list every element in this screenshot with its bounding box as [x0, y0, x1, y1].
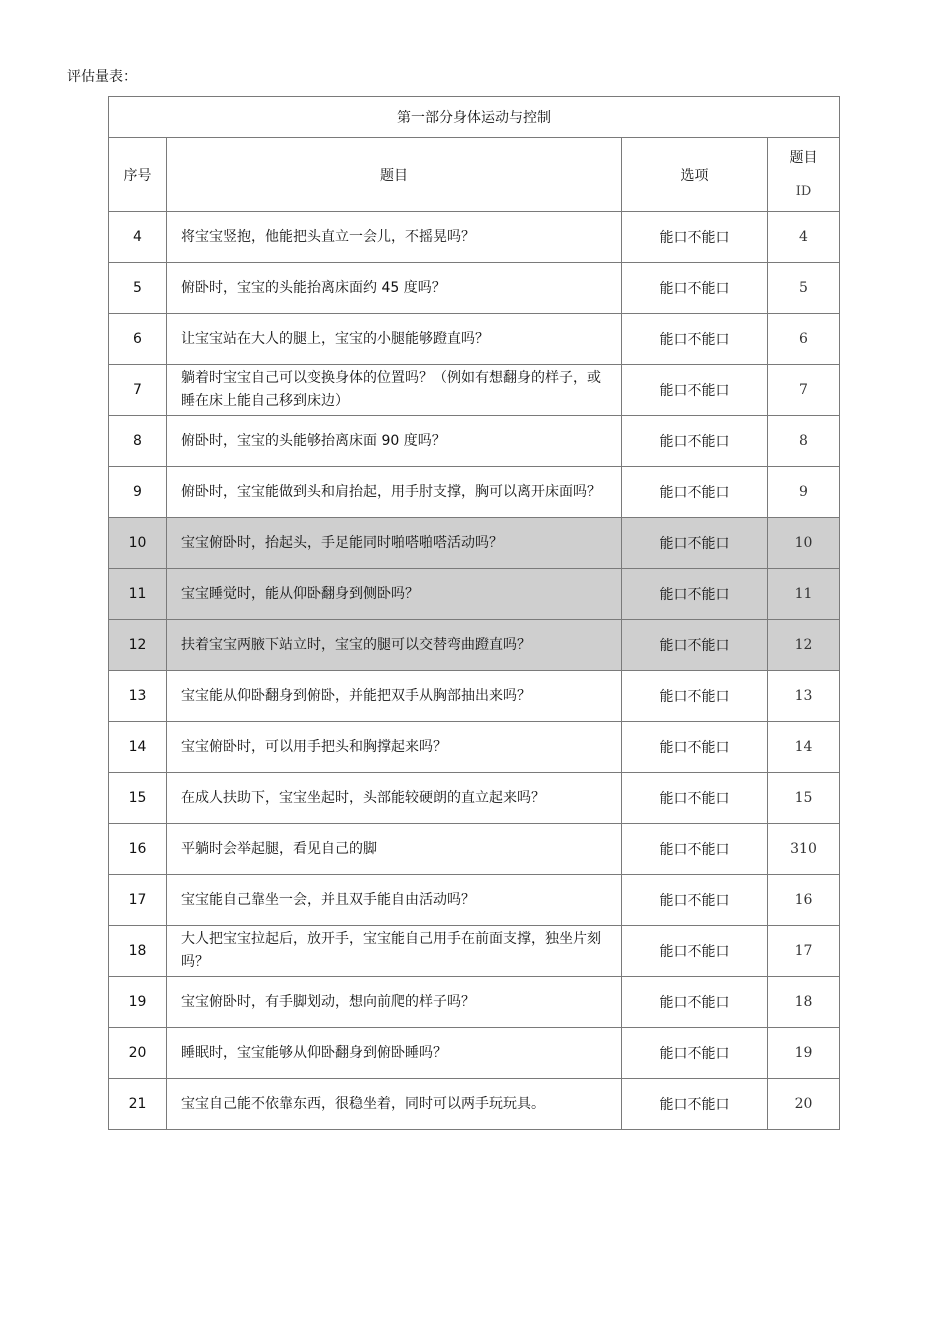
table-row [109, 416, 840, 467]
row-option: 能口不能口 [622, 314, 768, 365]
header-id [768, 138, 840, 212]
row-question: 俯卧时，宝宝能做到头和肩抬起，用手肘支撑，胸可以离开床面吗？ [167, 467, 622, 518]
table-row [109, 620, 840, 671]
row-question: 平躺时会举起腿，看见自己的脚 [167, 824, 622, 875]
row-question: 宝宝俯卧时，抬起头，手足能同时啪嗒啪嗒活动吗？ [167, 518, 622, 569]
row-id: 9 [768, 467, 840, 518]
header-id-line2: ID [795, 183, 812, 199]
row-question: 俯卧时，宝宝的头能够抬离床面 90 度吗？ [167, 416, 622, 467]
row-number: 9 [109, 467, 167, 518]
row-option: 能口不能口 [622, 977, 768, 1028]
table-row [109, 467, 840, 518]
row-question: 在成人扶助下，宝宝坐起时，头部能较硬朗的直立起来吗？ [167, 773, 622, 824]
row-option: 能口不能口 [622, 212, 768, 263]
row-number: 21 [109, 1079, 167, 1130]
row-question: 俯卧时，宝宝的头能抬离床面约 45 度吗？ [167, 263, 622, 314]
row-question: 宝宝俯卧时，有手脚划动，想向前爬的样子吗？ [167, 977, 622, 1028]
row-number: 5 [109, 263, 167, 314]
row-id: 18 [768, 977, 840, 1028]
table-row [109, 977, 840, 1028]
row-option: 能口不能口 [622, 620, 768, 671]
table-row [109, 518, 840, 569]
row-id: 15 [768, 773, 840, 824]
row-number: 12 [109, 620, 167, 671]
row-question: 大人把宝宝拉起后，放开手，宝宝能自己用手在前面支撑，独坐片刻吗？ [167, 926, 622, 977]
row-option: 能口不能口 [622, 671, 768, 722]
row-number: 13 [109, 671, 167, 722]
row-question: 将宝宝竖抱，他能把头直立一会儿，不摇晃吗？ [167, 212, 622, 263]
row-id: 13 [768, 671, 840, 722]
row-option: 能口不能口 [622, 1028, 768, 1079]
row-option: 能口不能口 [622, 263, 768, 314]
table-row [109, 1079, 840, 1130]
row-number: 10 [109, 518, 167, 569]
table-row [109, 671, 840, 722]
row-id: 17 [768, 926, 840, 977]
row-option: 能口不能口 [622, 416, 768, 467]
row-id: 19 [768, 1028, 840, 1079]
header-question: 题目 [167, 138, 622, 212]
row-id: 6 [768, 314, 840, 365]
table-row [109, 1028, 840, 1079]
row-id: 310 [768, 824, 840, 875]
table-row [109, 569, 840, 620]
row-id: 16 [768, 875, 840, 926]
row-id: 8 [768, 416, 840, 467]
row-number: 18 [109, 926, 167, 977]
row-question: 宝宝睡觉时，能从仰卧翻身到侧卧吗？ [167, 569, 622, 620]
header-no: 序号 [109, 138, 167, 212]
section-title: 第一部分身体运动与控制 [109, 97, 840, 138]
row-id: 20 [768, 1079, 840, 1130]
row-id: 7 [768, 365, 840, 416]
header-id-line1: 题目 [789, 149, 818, 166]
row-number: 6 [109, 314, 167, 365]
row-id: 11 [768, 569, 840, 620]
row-number: 4 [109, 212, 167, 263]
table-row [109, 875, 840, 926]
row-question: 宝宝能从仰卧翻身到俯卧，并能把双手从胸部抽出来吗？ [167, 671, 622, 722]
table-row [109, 773, 840, 824]
page-heading: 评估量表： [67, 69, 137, 85]
row-id: 4 [768, 212, 840, 263]
row-question: 扶着宝宝两腋下站立时，宝宝的腿可以交替弯曲蹬直吗？ [167, 620, 622, 671]
row-number: 14 [109, 722, 167, 773]
header-option: 选项 [622, 138, 768, 212]
row-question: 宝宝自己能不依靠东西，很稳坐着，同时可以两手玩玩具。 [167, 1079, 622, 1130]
row-option: 能口不能口 [622, 1079, 768, 1130]
table-row [109, 212, 840, 263]
row-question: 宝宝能自己靠坐一会，并且双手能自由活动吗？ [167, 875, 622, 926]
table-row [109, 926, 840, 977]
row-option: 能口不能口 [622, 824, 768, 875]
row-id: 5 [768, 263, 840, 314]
row-number: 20 [109, 1028, 167, 1079]
section-title-row [109, 97, 840, 138]
row-id: 10 [768, 518, 840, 569]
assessment-table [108, 96, 840, 1130]
row-number: 8 [109, 416, 167, 467]
row-option: 能口不能口 [622, 569, 768, 620]
table-row [109, 824, 840, 875]
row-question: 让宝宝站在大人的腿上，宝宝的小腿能够蹬直吗？ [167, 314, 622, 365]
row-option: 能口不能口 [622, 467, 768, 518]
table-row [109, 722, 840, 773]
row-number: 19 [109, 977, 167, 1028]
header-row [109, 138, 840, 212]
row-id: 12 [768, 620, 840, 671]
row-question: 躺着时宝宝自己可以变换身体的位置吗？（例如有想翻身的样子，或睡在床上能自己移到床边） [167, 365, 622, 416]
row-number: 15 [109, 773, 167, 824]
row-id: 14 [768, 722, 840, 773]
row-number: 17 [109, 875, 167, 926]
row-option: 能口不能口 [622, 722, 768, 773]
row-option: 能口不能口 [622, 773, 768, 824]
row-number: 16 [109, 824, 167, 875]
row-option: 能口不能口 [622, 875, 768, 926]
row-question: 睡眠时，宝宝能够从仰卧翻身到俯卧睡吗？ [167, 1028, 622, 1079]
table-row [109, 314, 840, 365]
row-number: 7 [109, 365, 167, 416]
row-option: 能口不能口 [622, 518, 768, 569]
row-number: 11 [109, 569, 167, 620]
table-row [109, 263, 840, 314]
table-row [109, 365, 840, 416]
row-question: 宝宝俯卧时，可以用手把头和胸撑起来吗？ [167, 722, 622, 773]
row-option: 能口不能口 [622, 926, 768, 977]
row-option: 能口不能口 [622, 365, 768, 416]
